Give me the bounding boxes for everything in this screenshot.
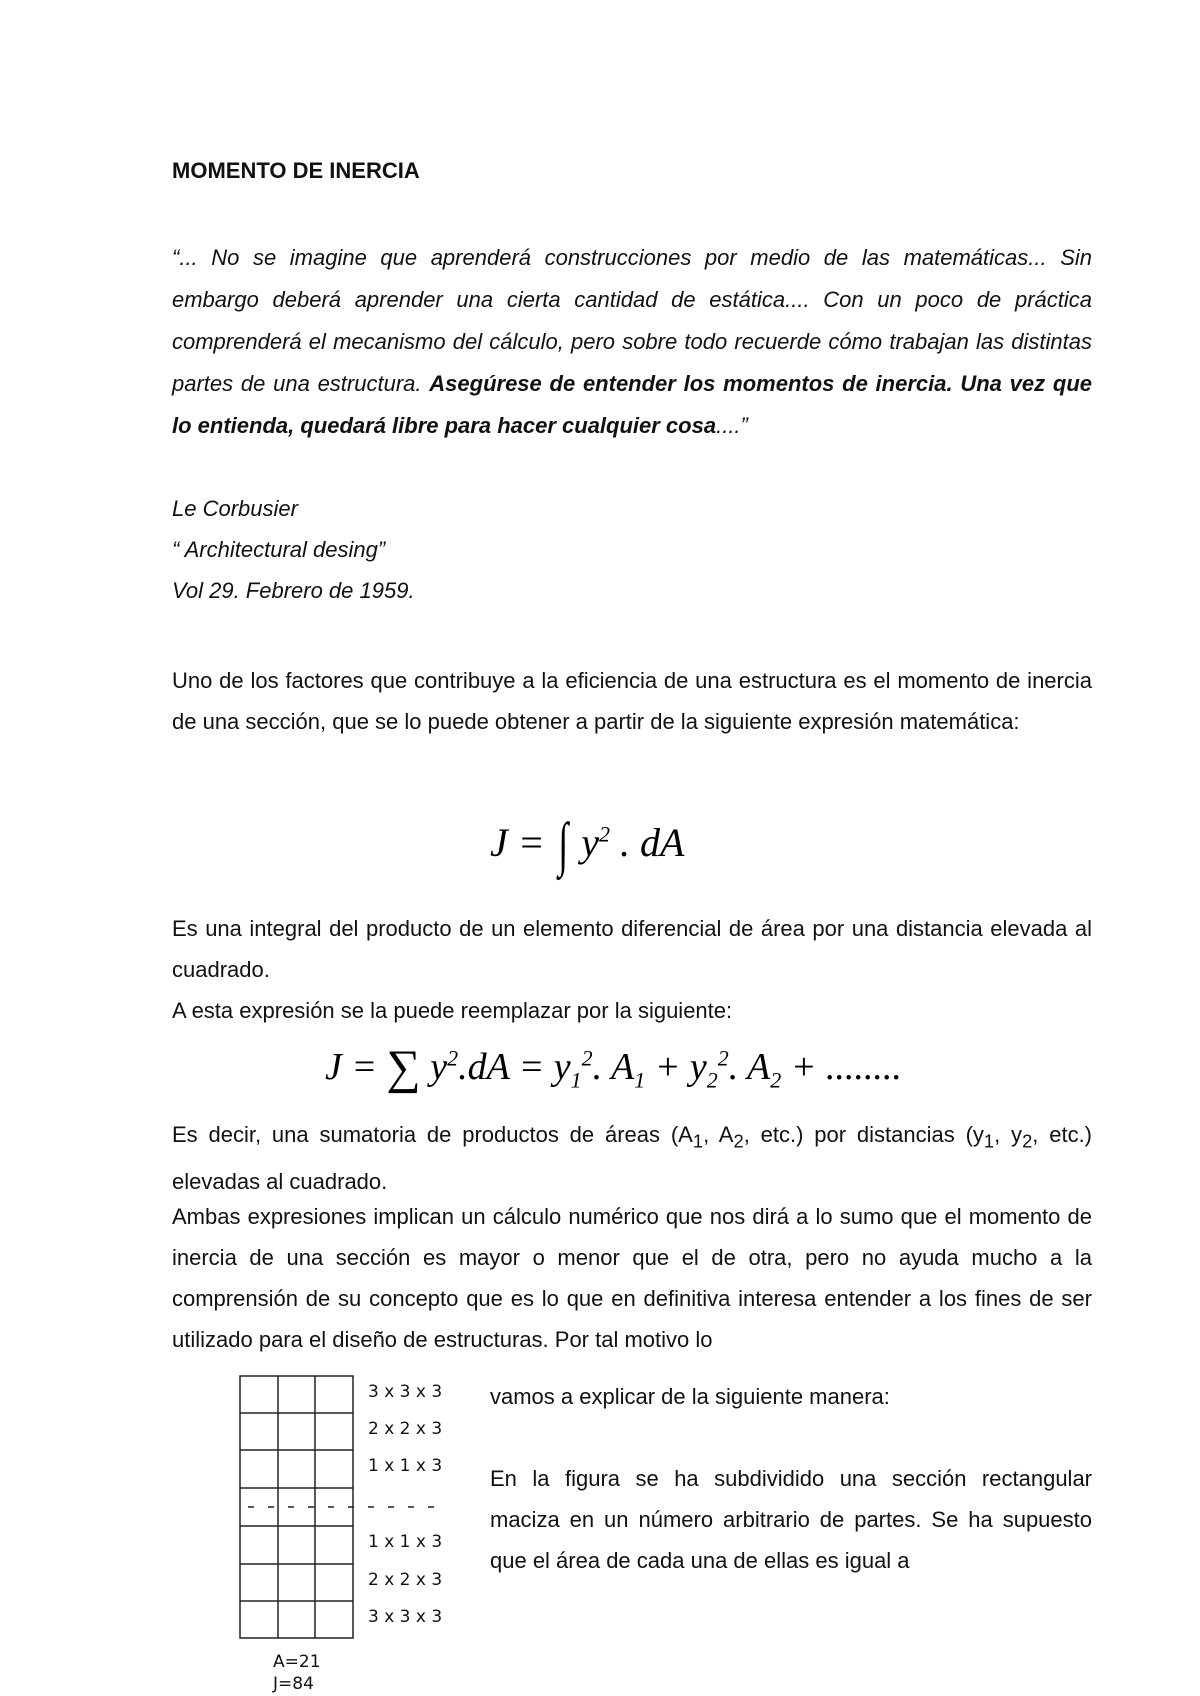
- paragraph-explanation-intro: vamos a explicar de la siguiente manera:: [490, 1384, 890, 1409]
- summation-equation: J = ∑ $y^2.dA = y_1^2$. $A_1 + y_2^2$. $A_2$ + ........: [325, 1041, 902, 1094]
- grid-row-label: 1 x 1 x 3: [368, 1532, 443, 1552]
- page-title: MOMENTO DE INERCIA: [172, 158, 420, 183]
- integral-sign: ∫: [558, 811, 568, 877]
- figure-area-label: A=21: [273, 1652, 321, 1672]
- sigma-sign: ∑: [386, 1041, 421, 1094]
- section-grid-figure: [238, 1374, 453, 1642]
- quote-text: “... No se imagine que aprenderá construcciones por medio de las matemáticas... Sin embargo deberá aprender una cierta cantidad de estática.... Con un poco de práctica comprenderá el mecanismo del cálculo, pero sobre todo recuerde cómo trabajan las distintas partes de una estructura.: [172, 245, 1092, 396]
- paragraph-figure-description: En la figura se ha subdividido una sección rectangular maciza en un número arbitrario de partes. Se ha supuesto que el área de cada una de ellas es igual a: [490, 1466, 1092, 1573]
- grid-row-label: 3 x 3 x 3: [368, 1607, 443, 1627]
- grid-row-label: 2 x 2 x 3: [368, 1419, 443, 1439]
- grid-row-label: 1 x 1 x 3: [368, 1456, 443, 1476]
- grid-row-label: 2 x 2 x 3: [368, 1570, 443, 1590]
- citation-source: “ Architectural desing”: [172, 537, 386, 562]
- grid-row-label: 3 x 3 x 3: [368, 1382, 443, 1402]
- paragraph-summation-explanation: Es decir, una sumatoria de productos de áreas ($A_1$, $A_2$, etc.) por distancias ($y_1$, $y_2$, etc.) elevadas al cuadrado.: [172, 1122, 1093, 1195]
- quote-block: [172, 237, 1092, 447]
- integral-equation: J = ∫ $y^2$ . dA: [490, 811, 685, 877]
- figure-inertia-label: J=84: [273, 1674, 314, 1694]
- paragraph-intro: Uno de los factores que contribuye a la eficiencia de una estructura es el momento de inercia de una sección, que se lo puede obtener a partir de la siguiente expresión matemática:: [172, 668, 1092, 734]
- paragraph-replacement: A esta expresión se la puede reemplazar por la siguiente:: [172, 998, 733, 1023]
- quote-bold-text: Asegúrese de entender los momentos de inercia. Una vez que lo entienda, quedará libre para hacer cualquier cosa: [172, 371, 1092, 438]
- paragraph-numeric-calculation: Ambas expresiones implican un cálculo numérico que nos dirá a lo sumo que el momento de inercia de una sección es mayor o menor que el de otra, pero no ayuda mucho a la comprensión de su concepto que es lo que en definitiva interesa entender a los fines de ser utilizado para el diseño de estructuras. Por tal motivo lo: [172, 1204, 1092, 1352]
- paragraph-integral-explanation: Es una integral del producto de un elemento diferencial de área por una distancia elevada al cuadrado.: [172, 916, 1092, 982]
- citation-author: Le Corbusier: [172, 496, 298, 521]
- citation-date: Vol 29. Febrero de 1959.: [172, 578, 415, 603]
- quote-end: ....”: [716, 413, 748, 438]
